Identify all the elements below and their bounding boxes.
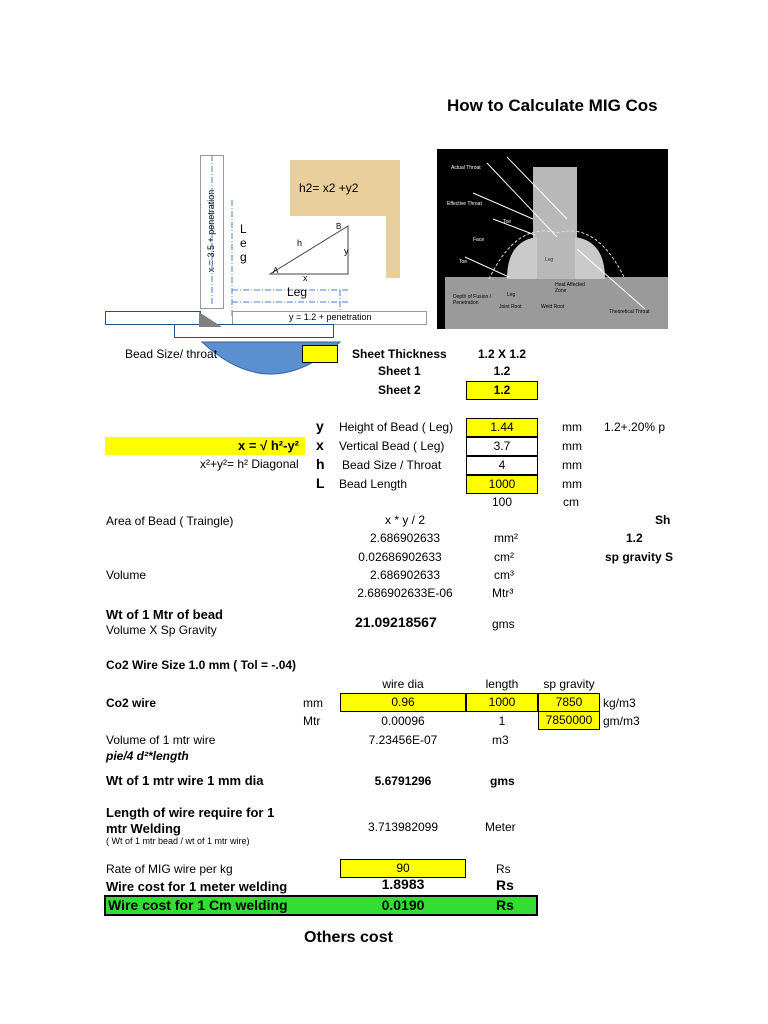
wt-bead-value: 21.09218567: [355, 614, 437, 630]
leg-vertical-label: L e g: [240, 222, 247, 264]
photo-label-9: Joint Root: [499, 304, 522, 310]
volume-cm3: 2.686902633: [369, 568, 441, 582]
row-l-label: Bead Length: [339, 477, 408, 491]
row-y-label: Height of Bead ( Leg): [339, 420, 454, 434]
sp-gravity-kg[interactable]: 7850: [538, 693, 600, 712]
length-cm-unit: cm: [563, 495, 579, 509]
sheet2-label: Sheet 2: [378, 383, 421, 397]
vol-wire-value: 7.23456E-07: [368, 733, 438, 747]
row-h-label: Bead Size / Throat: [342, 458, 442, 472]
cost-meter-unit: Rs: [496, 877, 514, 893]
page-title: How to Calculate MIG Cos: [447, 96, 658, 115]
row-y-value[interactable]: 1.44: [466, 418, 538, 437]
co2-wire-label: Co2 wire: [106, 696, 157, 710]
mtr-label: Mtr: [303, 714, 321, 728]
rate-value[interactable]: 90: [340, 859, 466, 878]
area-cm2-unit: cm²: [494, 550, 514, 564]
volume-cm3-unit: cm³: [494, 568, 514, 582]
plate-left: [105, 311, 201, 325]
sym-h: h: [316, 456, 325, 472]
row-y-unit: mm: [562, 420, 582, 434]
len-wire-label-1: Length of wire require for 1: [106, 805, 275, 820]
cost-cm-row: [104, 895, 538, 916]
row-x-value[interactable]: 3.7: [466, 437, 538, 456]
vol-wire-unit: m3: [492, 733, 509, 747]
area-label: Area of Bead ( Traingle): [106, 514, 234, 528]
wt-wire-value: 5.6791296: [374, 774, 432, 788]
tri-label-x: x: [303, 273, 308, 283]
volume-label: Volume: [106, 568, 147, 582]
rate-unit: Rs: [496, 862, 511, 876]
sym-x: x: [316, 437, 324, 453]
wt-bead-sub: Volume X Sp Gravity: [106, 623, 217, 637]
cost-cm-label: Wire cost for 1 Cm welding: [108, 897, 288, 913]
wire-header: Co2 Wire Size 1.0 mm ( Tol = -.04): [106, 658, 297, 672]
area-cm2: 0.02686902633: [358, 550, 442, 564]
col-wire-dia: wire dia: [382, 677, 424, 691]
vol-wire-formula: pie/4 d²*length: [106, 749, 189, 763]
len-wire-note: ( Wt of 1 mtr bead / wt of 1 mtr wire): [106, 836, 250, 846]
photo-label-5: Leg: [545, 257, 554, 263]
sheet-thickness-label: Sheet Thickness: [352, 347, 447, 361]
y-dimension-label: y = 1.2 + penetration: [289, 312, 372, 322]
photo-label-0: Actual Throat: [451, 165, 481, 171]
volume-mtr3-unit: Mtr³: [492, 586, 514, 600]
cost-cm-unit: Rs: [496, 897, 514, 913]
weld-cross-section-image: [437, 149, 668, 329]
sheet1-value: 1.2: [493, 364, 511, 378]
area-formula: x * y / 2: [384, 513, 425, 527]
right-sp-gravity: sp gravity S: [605, 550, 674, 564]
weld-bead-triangle: [196, 309, 226, 329]
tri-label-a: A: [273, 266, 279, 275]
photo-label-10: Weld Root: [541, 304, 565, 310]
wt-bead-label: Wt of 1 Mtr of bead: [106, 607, 223, 622]
tri-label-y: y: [344, 246, 349, 256]
col-sp-gravity: sp gravity: [543, 677, 595, 691]
bead-size-label: Bead Size/ throat: [125, 347, 218, 361]
diagonal-label: x²+y²= h² Diagonal: [200, 457, 299, 471]
cost-cm-value: 0.0190: [381, 897, 425, 913]
sheet2-value-cell[interactable]: 1.2: [466, 381, 538, 400]
others-cost-heading: Others cost: [304, 929, 393, 946]
area-mm2-unit: mm²: [494, 531, 518, 545]
right-sh: Sh: [655, 513, 671, 527]
row-h-value[interactable]: 4: [466, 456, 538, 475]
sheet1-label: Sheet 1: [378, 364, 421, 378]
photo-label-6: Heat Affected Zone: [555, 282, 585, 294]
sp-gravity-gm-unit: gm/m3: [603, 714, 640, 728]
formula-highlight: x = √ h²-y²: [105, 437, 305, 455]
photo-label-11: Theoretical Throat: [609, 309, 650, 315]
wt-bead-unit: gms: [492, 617, 515, 631]
cost-meter-label: Wire cost for 1 meter welding: [106, 879, 288, 894]
mm-label: mm: [303, 696, 323, 710]
photo-label-1: Effective Throat: [447, 201, 482, 207]
row-x-unit: mm: [562, 439, 582, 453]
leg-horizontal-label: Leg: [287, 285, 308, 299]
bead-size-cell[interactable]: [302, 345, 338, 363]
right-1-2: 1.2: [626, 531, 643, 545]
x-dimension-label: x = 3.5 + penetration: [206, 189, 216, 273]
sym-l: L: [316, 475, 325, 491]
row-l-unit: mm: [562, 477, 582, 491]
col-length: length: [485, 677, 519, 691]
wire-len-m: 1: [498, 714, 506, 728]
wire-len-mm[interactable]: 1000: [466, 693, 538, 712]
wire-dia-mm[interactable]: 0.96: [340, 693, 466, 712]
row-x-label: Vertical Bead ( Leg): [339, 439, 445, 453]
rate-label: Rate of MIG wire per kg: [106, 862, 233, 876]
volume-mtr3: 2.686902633E-06: [357, 586, 453, 600]
photo-label-8: Leg: [507, 292, 516, 298]
row-h-unit: mm: [562, 458, 582, 472]
length-cm-value: 100: [491, 495, 513, 509]
photo-label-7: Depth of Fusion / Penetration: [453, 294, 492, 306]
len-wire-label-2: mtr Welding: [106, 821, 181, 836]
sheet-thickness-value: 1.2 X 1.2: [477, 347, 527, 361]
tri-label-b: B: [336, 222, 342, 231]
vol-wire-label: Volume of 1 mtr wire: [106, 733, 216, 747]
len-wire-value: 3.713982099: [367, 820, 439, 834]
len-wire-unit: Meter: [485, 820, 516, 834]
sym-y: y: [316, 418, 324, 434]
formula-box-side: [386, 160, 400, 278]
cost-meter-value: 1.8983: [381, 876, 425, 892]
sp-gravity-kg-unit: kg/m3: [603, 696, 636, 710]
formula-text: h2= x2 +y2: [299, 181, 359, 195]
row-l-value[interactable]: 1000: [466, 475, 538, 494]
row-y-note: 1.2+.20% p: [604, 420, 666, 434]
wt-wire-label: Wt of 1 mtr wire 1 mm dia: [106, 773, 264, 788]
wt-wire-unit: gms: [490, 774, 515, 788]
photo-label-4: Toe: [459, 259, 468, 265]
wire-dia-m: 0.00096: [381, 714, 425, 728]
photo-label-2: Toe: [503, 219, 512, 225]
photo-label-3: Face: [473, 237, 485, 243]
sp-gravity-gm[interactable]: 7850000: [538, 711, 600, 730]
area-mm2: 2.686902633: [369, 531, 441, 545]
tri-label-h: h: [297, 238, 303, 248]
